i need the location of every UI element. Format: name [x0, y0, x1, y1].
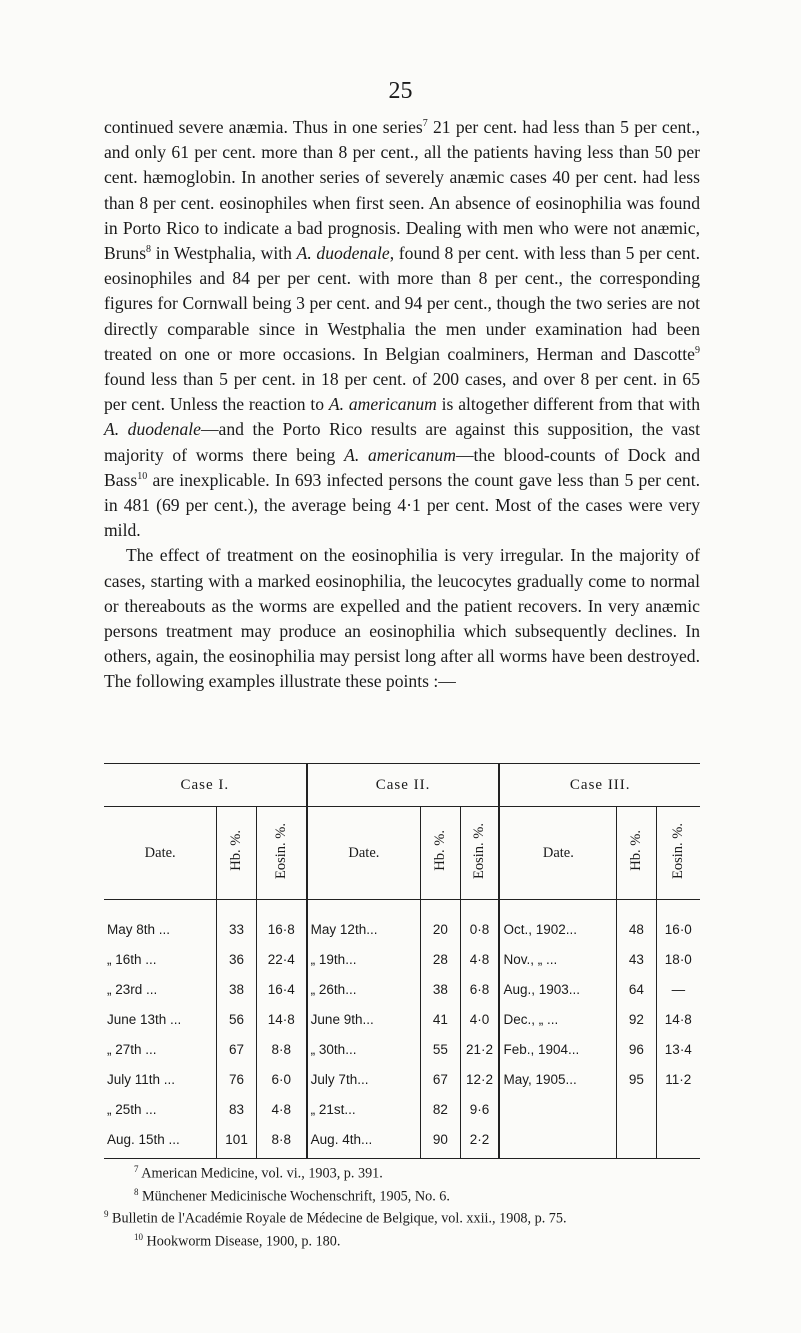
hb-cell: 90 — [421, 1124, 460, 1159]
hb-cell: 48 — [617, 900, 656, 945]
eosin-cell: — — [656, 974, 700, 1004]
date-cell: Feb., 1904... — [499, 1034, 616, 1064]
eosin-cell: 14·8 — [256, 1004, 306, 1034]
footnote-number: 8 — [134, 1186, 139, 1197]
date-cell: „ 30th... — [307, 1034, 421, 1064]
date-cell: May 12th... — [307, 900, 421, 945]
table-row — [104, 944, 700, 974]
hb-cell: 38 — [421, 974, 460, 1004]
date-cell: Nov., „ ... — [499, 944, 616, 974]
column-header-eosin: Eosin. %. — [272, 822, 289, 879]
page-number: 25 — [388, 78, 413, 104]
date-cell: May 8th ... — [107, 921, 171, 937]
text-run: —and the Porto Rico results are against this supposition, the vast majority of worms there being — [104, 419, 700, 465]
table-row — [104, 1004, 700, 1034]
date-cell: June 13th ... — [107, 1011, 182, 1027]
hb-cell: 92 — [617, 1004, 656, 1034]
hb-cell: 67 — [421, 1064, 460, 1094]
footnote-number: 7 — [134, 1164, 139, 1174]
table-row — [104, 900, 700, 945]
eosin-cell: 8·8 — [256, 1034, 306, 1064]
hb-cell: 82 — [421, 1094, 460, 1124]
footnote-ref: 8 — [146, 244, 152, 256]
eosin-cell: 4·8 — [460, 944, 499, 974]
eosin-cell: 6·8 — [460, 974, 499, 1004]
date-cell — [499, 1094, 616, 1124]
footnote-text: Hookworm Disease, 1900, p. 180. — [146, 1233, 341, 1250]
column-header-date: Date. — [499, 807, 616, 900]
eosin-cell: 6·0 — [256, 1064, 306, 1094]
date-cell: „ 27th ... — [107, 1041, 157, 1057]
eosin-cell — [656, 1094, 700, 1124]
footnote-ref: 9 — [695, 344, 700, 356]
hb-cell: 36 — [217, 944, 256, 974]
date-cell: May, 1905... — [499, 1064, 616, 1094]
eosin-cell: 4·0 — [460, 1004, 499, 1034]
date-cell: „ 23rd ... — [107, 981, 158, 997]
eosin-cell: 11·2 — [656, 1064, 700, 1094]
date-cell — [499, 1124, 616, 1159]
text-run: are inexplicable. In 693 infected persons the count gave less than 5 per cent. in 481 (69 per cent.), the average being 4·1 per cent. Most of the cases were very mild. — [104, 469, 700, 541]
hb-cell: 95 — [617, 1064, 656, 1094]
eosin-cell: 18·0 — [656, 944, 700, 974]
eosin-cell: 13·4 — [656, 1034, 700, 1064]
hb-cell: 55 — [421, 1034, 460, 1064]
date-cell: Aug. 15th ... — [104, 1124, 217, 1159]
species-name: A. duodenale — [104, 419, 201, 440]
footnote — [104, 1228, 700, 1251]
case-title: Case II. — [307, 764, 500, 807]
footnote-number: 10 — [134, 1232, 143, 1243]
footnote — [104, 1160, 700, 1183]
footnotes — [104, 1160, 700, 1251]
text-run: is altogether different from that with — [436, 394, 700, 415]
paragraph — [104, 543, 700, 694]
case-title: Case I. — [104, 764, 307, 807]
paragraph — [104, 115, 700, 543]
date-cell: „ 19th... — [307, 944, 421, 974]
species-name: A. duodenale — [296, 243, 390, 264]
date-cell: „ 26th... — [307, 974, 421, 1004]
hb-cell: 33 — [217, 900, 256, 945]
hb-cell: 96 — [617, 1034, 656, 1064]
hb-cell: 41 — [421, 1004, 460, 1034]
column-header-hb: Hb. %. — [228, 830, 245, 871]
column-header-date: Date. — [104, 807, 217, 900]
date-cell: Aug., 1903... — [499, 974, 616, 1004]
hb-cell: 64 — [617, 974, 656, 1004]
table-row — [104, 1034, 700, 1064]
eosin-cell: 16·0 — [656, 900, 700, 945]
column-header-date: Date. — [307, 807, 421, 900]
footnote-text: Bulletin de l'Académie Royale de Médecine de Belgique, vol. xxii., 1908, p. 75. — [112, 1211, 567, 1228]
eosin-cell: 16·4 — [256, 974, 306, 1004]
date-cell: Aug. 4th... — [307, 1124, 421, 1159]
eosin-cell: 0·8 — [460, 900, 499, 945]
hb-cell: 56 — [217, 1004, 256, 1034]
text-run: The effect of treatment on the eosinophilia is very irregular. In the majority of cases, starting with a marked eosinophilia, the leucocytes gradually come to normal or thereabouts as the worms are expelled and the patient recovers. In very anæmic persons treatment may produce an eosinophilia which subsequently declines. In others, again, the eosinophilia may persist long after all worms have been destroyed. The following examples illustrate these points :— — [104, 545, 700, 692]
eosin-cell: 2·2 — [460, 1124, 499, 1159]
hb-cell: 38 — [217, 974, 256, 1004]
eosin-cell: 8·8 — [256, 1124, 306, 1159]
date-cell: July 11th ... — [107, 1071, 176, 1087]
column-header-eosin: Eosin. %. — [471, 822, 488, 879]
text-run: found less than 5 per cent. in 18 per cent. of 200 cases, and over 8 per cent. in 65 per cent. Unless the reaction to — [104, 369, 700, 415]
species-name: A. americanum — [328, 394, 437, 415]
body-text — [104, 115, 700, 695]
column-header-hb: Hb. %. — [627, 830, 644, 871]
hb-cell: 83 — [217, 1094, 256, 1124]
hb-cell — [617, 1124, 656, 1159]
text-run: 21 per cent. had less than 5 per cent., and only 61 per cent. more than 8 per cent., all the patients having less than 50 per cent. hæmoglobin. In another series of severely anæmic cases 40 per cent. had less than 8 per cent. eosinophiles when first seen. An absence of eosinophilia was found in Porto Rico to indicate a bad prognosis. Dealing with men who were not anæmic, Bruns — [104, 117, 700, 264]
eosin-cell: 9·6 — [460, 1094, 499, 1124]
eosin-cell: 22·4 — [256, 944, 306, 974]
hb-cell: 67 — [217, 1034, 256, 1064]
eosin-cell: 14·8 — [656, 1004, 700, 1034]
column-header-hb: Hb. %. — [431, 830, 448, 871]
eosin-cell — [656, 1124, 700, 1159]
table-row — [104, 1094, 700, 1124]
date-cell: „ 25th ... — [107, 1101, 157, 1117]
eosin-cell: 12·2 — [460, 1064, 499, 1094]
footnote-ref: 7 — [422, 118, 428, 130]
date-cell: July 7th... — [307, 1064, 421, 1094]
footnote-text: Münchener Medicinische Wochenschrift, 1905, No. 6. — [142, 1188, 450, 1205]
date-cell: „ 21st... — [307, 1094, 421, 1124]
case-table — [104, 763, 700, 1159]
text-run: in Westphalia, with — [151, 243, 297, 264]
hb-cell: 101 — [217, 1124, 256, 1159]
footnote-ref: 10 — [137, 470, 148, 482]
eosin-cell: 4·8 — [256, 1094, 306, 1124]
date-cell: Dec., „ ... — [499, 1004, 616, 1034]
eosin-cell: 21·2 — [460, 1034, 499, 1064]
species-name: A. americanum — [344, 444, 456, 465]
case-title: Case III. — [499, 764, 700, 807]
footnote-number: 9 — [104, 1209, 109, 1220]
column-header-eosin: Eosin. %. — [669, 822, 686, 879]
date-cell: Oct., 1902... — [499, 900, 616, 945]
date-cell: June 9th... — [307, 1004, 421, 1034]
hb-cell — [617, 1094, 656, 1124]
hb-cell: 28 — [421, 944, 460, 974]
table-row — [104, 974, 700, 1004]
table-row — [104, 1124, 700, 1159]
hb-cell: 20 — [421, 900, 460, 945]
footnote — [104, 1183, 700, 1206]
hb-cell: 76 — [217, 1064, 256, 1094]
text-run: —the blood-counts of Dock and Bass — [104, 444, 701, 490]
hb-cell: 43 — [617, 944, 656, 974]
eosin-cell: 16·8 — [256, 900, 306, 945]
text-run: continued severe anæmia. Thus in one series — [104, 117, 423, 137]
footnote — [104, 1205, 700, 1228]
date-cell: „ 16th ... — [107, 951, 157, 967]
footnote-text: American Medicine, vol. vi., 1903, p. 391. — [141, 1165, 383, 1182]
text-run: , found 8 per cent. with less than 5 per cent. eosinophiles and 84 per per cent. with more than 8 per cent., the corresponding figures for Cornwall being 3 per cent. and 94 per cent., though the two series are not directly comparable since in Westphalia the men under examination had been treated on one or more occasions. In Belgian coalminers, Herman and Dascotte — [104, 243, 700, 364]
table-row — [104, 1064, 700, 1094]
